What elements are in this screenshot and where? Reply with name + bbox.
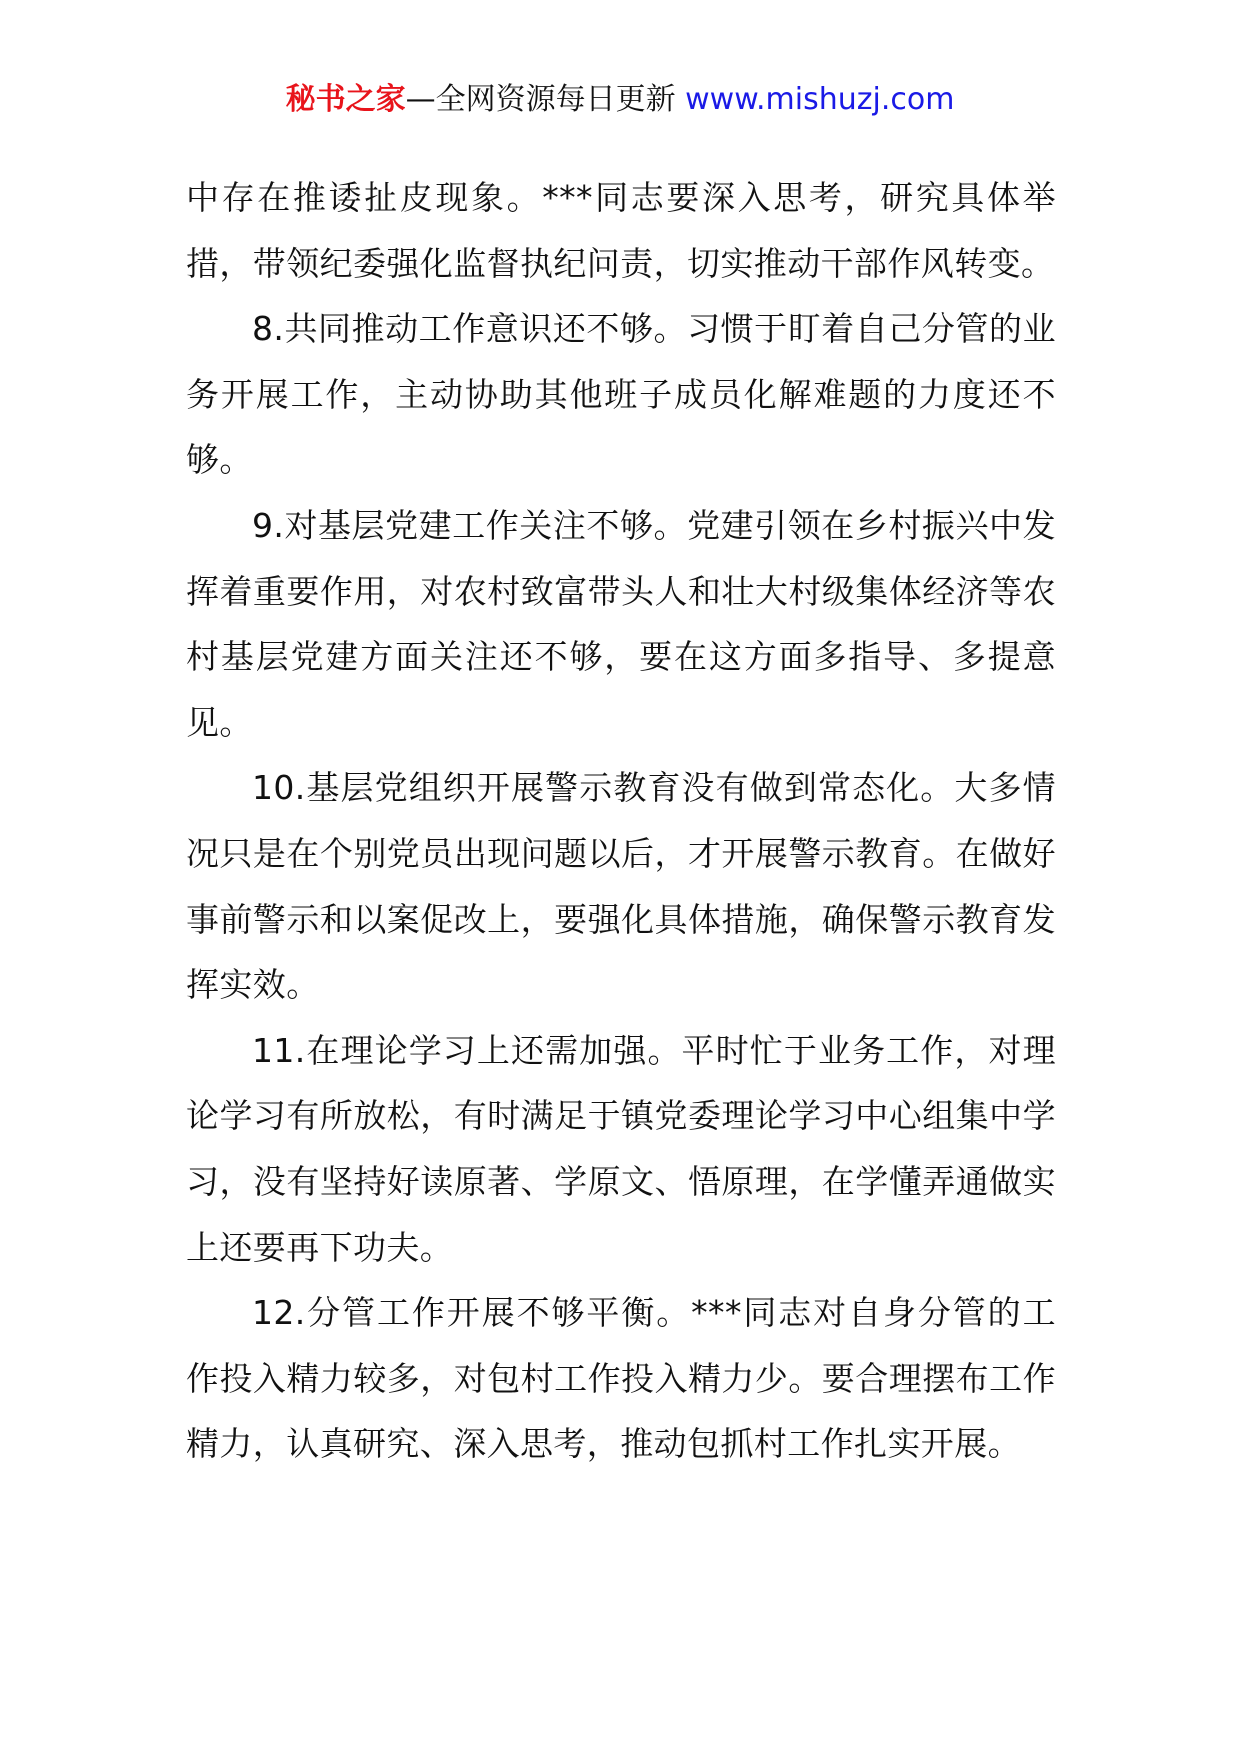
paragraph-item-11: 11.在理论学习上还需加强。平时忙于业务工作，对理论学习有所放松，有时满足于镇党委理论学习中心组集中学习，没有坚持好读原著、学原文、悟原理，在学懂弄通做实上还要再下功夫。 xyxy=(186,1030,1056,1267)
site-brand: 秘书之家 xyxy=(285,82,406,117)
paragraph-item-9: 9.对基层党建工作关注不够。党建引领在乡村振兴中发挥着重要作用，对农村致富带头人和壮大村级集体经济等农村基层党建方面关注还不够，要在这方面多指导、多提意见。 xyxy=(186,505,1056,742)
page-header xyxy=(0,76,1240,124)
document-body xyxy=(186,165,1056,1477)
site-url-link[interactable]: www.mishuzj.com xyxy=(685,82,955,117)
site-tagline: —全网资源每日更新 xyxy=(405,82,676,117)
paragraph-item-8: 8.共同推动工作意识还不够。习惯于盯着自己分管的业务开展工作，主动协助其他班子成员化解难题的力度还不够。 xyxy=(186,309,1056,480)
paragraph-item-10: 10.基层党组织开展警示教育没有做到常态化。大多情况只是在个别党员出现问题以后，才开展警示教育。在做好事前警示和以案促改上，要强化具体措施，确保警示教育发挥实效。 xyxy=(186,768,1056,1005)
paragraph-item-12: 12.分管工作开展不够平衡。***同志对自身分管的工作投入精力较多，对包村工作投入精力少。要合理摆布工作精力，认真研究、深入思考，推动包抓村工作扎实开展。 xyxy=(186,1293,1056,1464)
paragraph-continued: 中存在推诿扯皮现象。***同志要深入思考，研究具体举措，带领纪委强化监督执纪问责，切实推动干部作风转变。 xyxy=(186,178,1056,283)
